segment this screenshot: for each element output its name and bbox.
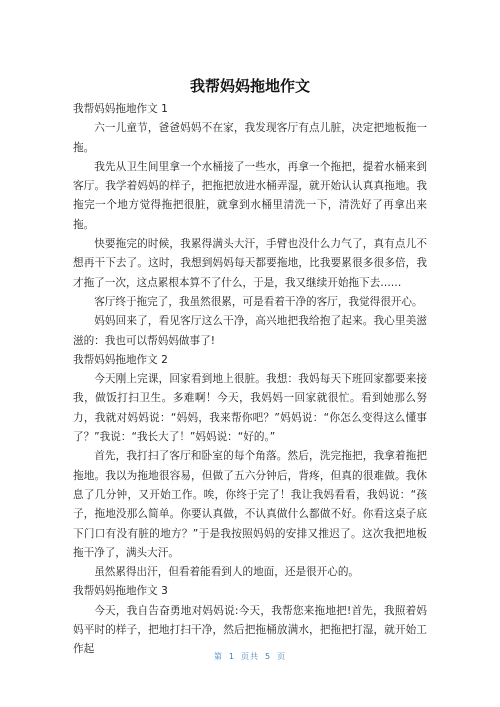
section-heading: 我帮妈妈拖地作文 3 — [73, 585, 168, 598]
footer-middle: 页共 — [241, 652, 259, 661]
paragraph: 我先从卫生间里拿一个水桶接了一些水，再拿一个拖把，提着水桶来到客厅。我学着妈妈的样子，把拖把放进水桶弄湿，就开始认认真真拖地。我拖完一个地方觉得拖把很脏，就拿到水桶里清洗一下，清洗好了再拿出来拖。 — [73, 160, 427, 231]
paragraph: 虽然累得出汗，但看着能看到人的地面，还是很开心的。 — [94, 566, 360, 579]
section-heading: 我帮妈妈拖地作文 2 — [73, 353, 168, 366]
footer-total-pages: 5 — [265, 652, 272, 661]
paragraph: 客厅终于拖完了，我虽然很累，可是看着干净的客厅，我觉得很开心。 — [94, 295, 423, 308]
paragraph: 快要拖完的时候，我累得满头大汗，手臂也没什么力气了，真有点儿不想再干下去了。这时，我想到妈妈每天都要拖地，比我要累很多很多倍，我才拖了一次，这点累根本算不了什么，于是，我又继续开始拖下去…… — [73, 238, 427, 289]
section-heading: 我帮妈妈拖地作文 1 — [73, 103, 168, 115]
footer-page-number: 1 — [228, 652, 235, 661]
paragraph: 妈妈回来了，看见客厅这么干净，高兴地把我给抱了起来。我心里美滋滋的：我也可以帮妈妈做事了! — [73, 315, 427, 347]
paragraph: 六一儿童节，爸爸妈妈不在家，我发现客厅有点儿脏，决定把地板拖一拖。 — [73, 122, 427, 154]
page-footer — [0, 651, 500, 663]
document-title: 我帮妈妈拖地作文 — [189, 77, 310, 95]
paragraph: 今天刚上完课，回家看到地上很脏。我想：我妈每天下班回家都要来接我，做饭打扫卫生。多难啊！今天，我妈妈一回家就很忙。看到她那么努力，我就对妈妈说：“妈妈，我来帮你吧？”妈妈说：“你怎么变得这么懂事了？”我说：“我长大了！”妈妈说：“好的。” — [73, 373, 427, 444]
footer-prefix: 第 — [213, 652, 223, 661]
paragraph: 今天，我自告奋勇地对妈妈说:今天，我帮您来拖地把!首先，我照着妈妈平时的样子，把地打扫干净，然后把拖桶放满水，把拖把打湿，就开始工作起 — [73, 604, 427, 656]
document-body — [73, 100, 427, 660]
paragraph: 首先，我打扫了客厅和卧室的每个角落。然后，洗完拖把，我拿着拖把拖地。我以为拖地很容易，但做了五六分钟后，背疼，但真的很难做。我休息了几分钟，又开始工作。唉，你终于完了！我让我妈看看，我妈说：“孩子，拖地没那么简单。你要认真做，不认真做什么都做不好。你看这桌子底下门口有没有脏的地方？”于是我按照妈妈的安排又推迟了。这次我把地板拖干净了，满头大汗。 — [73, 450, 427, 559]
footer-suffix: 页 — [277, 652, 287, 661]
